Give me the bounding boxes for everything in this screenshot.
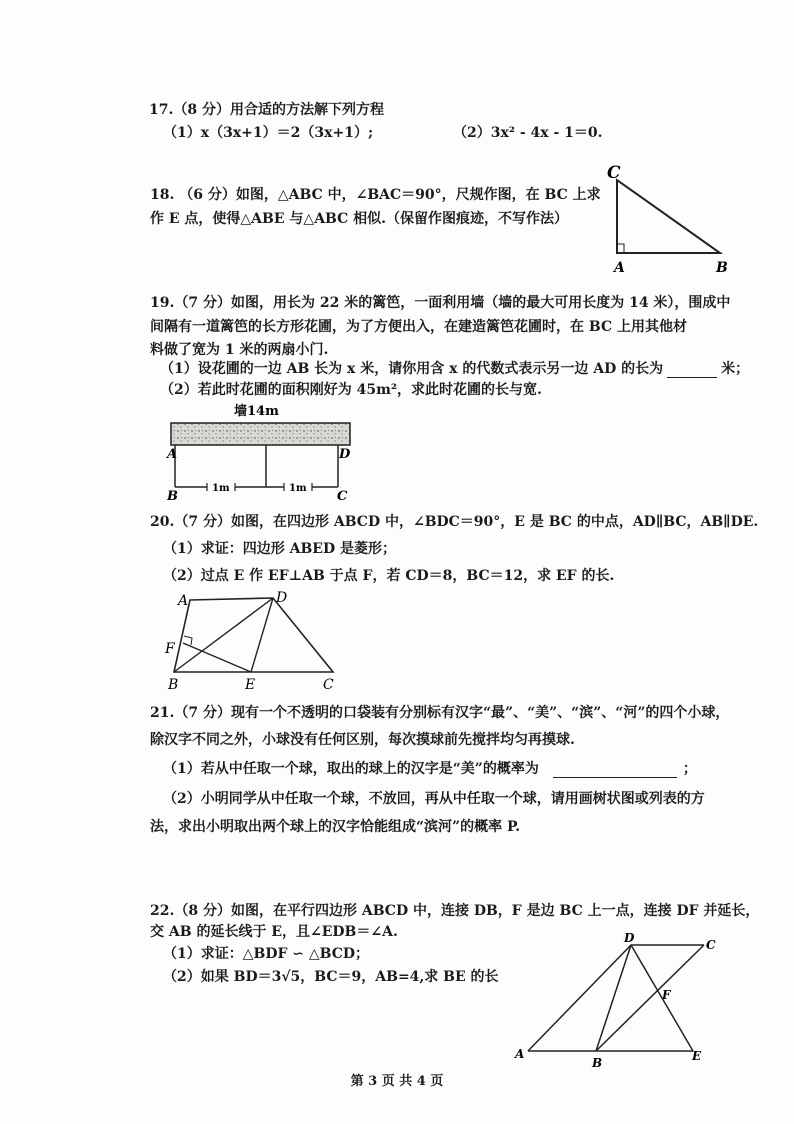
label-a: A xyxy=(178,593,189,609)
q19-line1: 19.（7 分）如图，用长为 22 米的篱笆，一面利用墙（墙的最大可用长度为 14 米），围成中 xyxy=(150,295,731,311)
q21-line2: 除汉字不同之外，小球没有任何区别，每次摸球前先搅拌均匀再摸球. xyxy=(150,732,575,748)
label-c: C xyxy=(323,677,334,693)
side-cb xyxy=(596,945,704,1051)
door1-label: 1m xyxy=(212,483,230,494)
q22-parallelogram-figure xyxy=(508,928,723,1073)
label-e: E xyxy=(692,1049,702,1063)
q18-line2: 作 E 点，使得△ABE 与△ABC 相似.（保留作图痕迹，不写作法） xyxy=(150,211,569,227)
label-c: C xyxy=(607,163,621,183)
q21-sub1 xyxy=(163,760,697,778)
q19-garden-figure xyxy=(162,401,362,503)
q19-sub1 xyxy=(160,360,749,378)
q22-sub2: （2）如果 BD＝3√5，BC＝9，AB=4,求 BE 的长 xyxy=(163,969,499,985)
q21-sub2a: （2）小明同学从中任取一个球，不放回，再从中任取一个球，请用画树状图或列表的方 xyxy=(163,791,705,807)
q21-sub1-end: ； xyxy=(682,761,697,777)
segment-db xyxy=(596,945,631,1051)
label-c: C xyxy=(337,489,348,503)
q22-sub1: （1）求证：△BDF ∽ △BCD； xyxy=(163,946,370,962)
quad-abcd xyxy=(174,598,333,672)
triangle-abc xyxy=(617,180,720,253)
wall-label: 墙14m xyxy=(234,404,279,419)
segment-de xyxy=(251,598,273,672)
label-b: B xyxy=(592,1056,603,1070)
q17-header: 17.（8 分）用合适的方法解下列方程 xyxy=(149,102,384,118)
q19-sub2: （2）若此时花圃的面积刚好为 45m²，求此时花圃的长与宽. xyxy=(160,382,542,398)
q18-triangle-figure xyxy=(596,160,736,275)
q22-line2: 交 AB 的延长线于 E，且∠EDB＝∠A. xyxy=(150,924,398,940)
q21-line1: 21.（7 分）现有一个不透明的口袋装有分别标有汉字“最”、“美”、“滨”、“河”的四个小球， xyxy=(150,705,730,721)
q19-line2: 间隔有一道篱笆的长方形花圃，为了方便出入，在建造篱笆花圃时，在 BC 上用其他材 xyxy=(150,319,687,335)
label-a: A xyxy=(614,260,625,275)
q19-line3: 料做了宽为 1 米的两扇小门. xyxy=(150,342,329,358)
q21-sub1-text: （1）若从中任取一个球，取出的球上的汉字是“美”的概率为 xyxy=(163,761,539,777)
q20-quadrilateral-figure xyxy=(160,586,345,694)
q19-answer-blank[interactable] xyxy=(667,363,717,378)
label-f: F xyxy=(662,988,671,1002)
wall xyxy=(171,423,350,445)
q20-sub1: （1）求证：四边形 ABED 是菱形； xyxy=(163,541,396,557)
q19-sub1-unit: 米； xyxy=(721,361,750,377)
q17-part2: （2）3x² - 4x - 1＝0. xyxy=(453,125,603,141)
door2-label: 1m xyxy=(289,483,307,494)
label-b: B xyxy=(168,677,179,693)
q20-sub2: （2）过点 E 作 EF⊥AB 于点 F，若 CD＝8，BC＝12，求 EF 的长. xyxy=(163,568,615,584)
label-d: D xyxy=(276,590,288,606)
label-b: B xyxy=(167,489,178,503)
q21-answer-blank[interactable] xyxy=(553,763,677,778)
q22-line1: 22.（8 分）如图，在平行四边形 ABCD 中，连接 DB，F 是边 BC 上一点，连接 DF 并延长， xyxy=(150,903,760,919)
label-f: F xyxy=(165,641,175,657)
q19-sub1-text: （1）设花圃的一边 AB 长为 x 米，请你用含 x 的代数式表示另一边 AD 的长为 xyxy=(160,361,664,377)
q18-line1: 18. （6 分）如图，△ABC 中，∠BAC＝90°，尺规作图，在 BC 上求 xyxy=(150,187,601,203)
label-e: E xyxy=(245,677,256,693)
q20-line1: 20.（7 分）如图，在四边形 ABCD 中，∠BDC＝90°，E 是 BC 的中点，AD∥BC，AB∥DE. xyxy=(150,514,759,530)
page-number-footer: 第 3 页 共 4 页 xyxy=(350,1074,444,1089)
label-d: D xyxy=(339,447,351,462)
label-c: C xyxy=(706,938,716,952)
q21-sub2b: 法，求出小明取出两个球上的汉字恰能组成“滨河”的概率 P. xyxy=(150,819,521,835)
q17-part1: （1）x（3x+1）＝2（3x+1）; xyxy=(163,125,374,141)
sides-ad-dc xyxy=(528,945,704,1051)
label-b: B xyxy=(716,260,728,275)
label-a: A xyxy=(515,1047,525,1061)
label-a: A xyxy=(167,447,178,462)
right-angle-mark xyxy=(617,244,624,253)
label-d: D xyxy=(624,931,635,945)
